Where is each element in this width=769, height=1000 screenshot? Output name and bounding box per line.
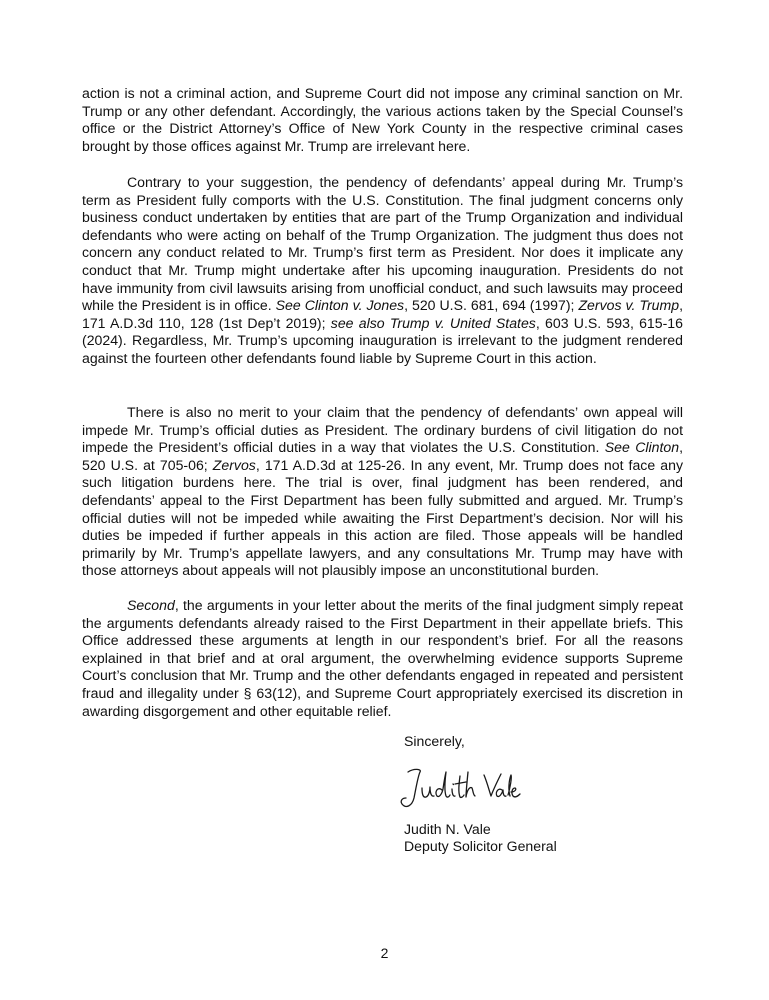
paragraph-4-text: , the arguments in your letter about the merits of the final judgment simply repeat the arguments defendants already raised to the First Department in their appellate briefs. This Office addressed these arguments at length in our respondent’s brief. For all the reasons explained in that brief and at oral argument, the overwhelming evidence supports Supreme Court’s conclusion that Mr. Trump and the other defendants engaged in repeated and persistent fraud and illegality under § 63(12), and Supreme Court appropriately exercised its discretion in awarding disgorgement and other equitable relief. — [82, 597, 683, 719]
emphasis-second: Second — [127, 597, 175, 613]
paragraph-1 — [82, 85, 683, 155]
paragraph-2-text: , 603 U.S. 593, 615-16 (2024). Regardless, Mr. Trump’s upcoming inauguration is irrelevant to the judgment rendered against the fourteen other defendants found liable by Supreme Court in this action. — [82, 314, 683, 366]
paragraph-3 — [82, 404, 683, 580]
paragraph-3-text: , 171 A.D.3d at 125-26. In any event, Mr. Trump does not face any such litigation burdens here. The trial is over, final judgment has been rendered, and defendants’ appeal to the First Department has been fully submitted and argued. Mr. Trump’s official duties will not be impeded while awaiting the First Department’s decision. Nor will his duties be impeded if further appeals in this action are filed. Those appeals will be handled primarily by Mr. Trump’s appellate lawyers, and any consultations Mr. Trump may have with those attorneys about appeals will not plausibly impose an unconstitutional burden. — [82, 456, 683, 579]
citation-trump-v-united-states: see also Trump v. United States — [330, 314, 536, 331]
handwritten-signature — [398, 762, 523, 814]
citation-zervos-v-trump: Zervos v. Trump — [578, 297, 680, 314]
citation-clinton-v-jones: See Clinton v. Jones — [275, 297, 405, 314]
paragraph-2 — [82, 174, 683, 368]
paragraph-2-text: , 520 U.S. 681, 694 (1997); — [404, 297, 579, 314]
paragraph-3-text: , 520 U.S. at 705-06; — [82, 439, 683, 473]
paragraph-2-text: Contrary to your suggestion, the pendency of defendants’ appeal during Mr. Trump’s term as President fully comports with the U.S. Constitution. The final judgment concerns only business conduct undertaken by entities that are part of the Trump Organization and individual defendants who were acting on behalf of the Trump Organization. The judgment thus does not concern any conduct related to Mr. Trump’s first term as President. Nor does it implicate any conduct that Mr. Trump might undertake after his upcoming inauguration. Presidents do not have immunity from civil lawsuits arising from unofficial conduct, and such lawsuits may proceed while the President is in office. — [82, 174, 683, 314]
citation-clinton: See Clinton — [604, 439, 680, 456]
paragraph-1-text: action is not a criminal action, and Supreme Court did not impose any criminal sanction on Mr. Trump or any other defendant. Accordingly, the various actions taken by the Special Counsel’s office or the District Attorney’s Office of New York County in the respective criminal cases brought by those offices against Mr. Trump are irrelevant here. — [82, 85, 683, 154]
signer-title: Deputy Solicitor General — [404, 838, 557, 854]
paragraph-3-text: There is also no merit to your claim that the pendency of defendants’ own appeal will impede Mr. Trump’s official duties as President. The ordinary burdens of civil litigation do not impede the President’s official duties in a way that violates the U.S. Constitution. — [82, 404, 683, 456]
paragraph-2-text: , 171 A.D.3d 110, 128 (1st Dep’t 2019); — [82, 297, 683, 331]
page-number: 2 — [380, 945, 389, 961]
citation-zervos: Zervos — [212, 456, 256, 473]
closing-salutation: Sincerely, — [404, 733, 465, 749]
paragraph-4 — [82, 597, 683, 720]
signer-name: Judith N. Vale — [404, 821, 491, 837]
